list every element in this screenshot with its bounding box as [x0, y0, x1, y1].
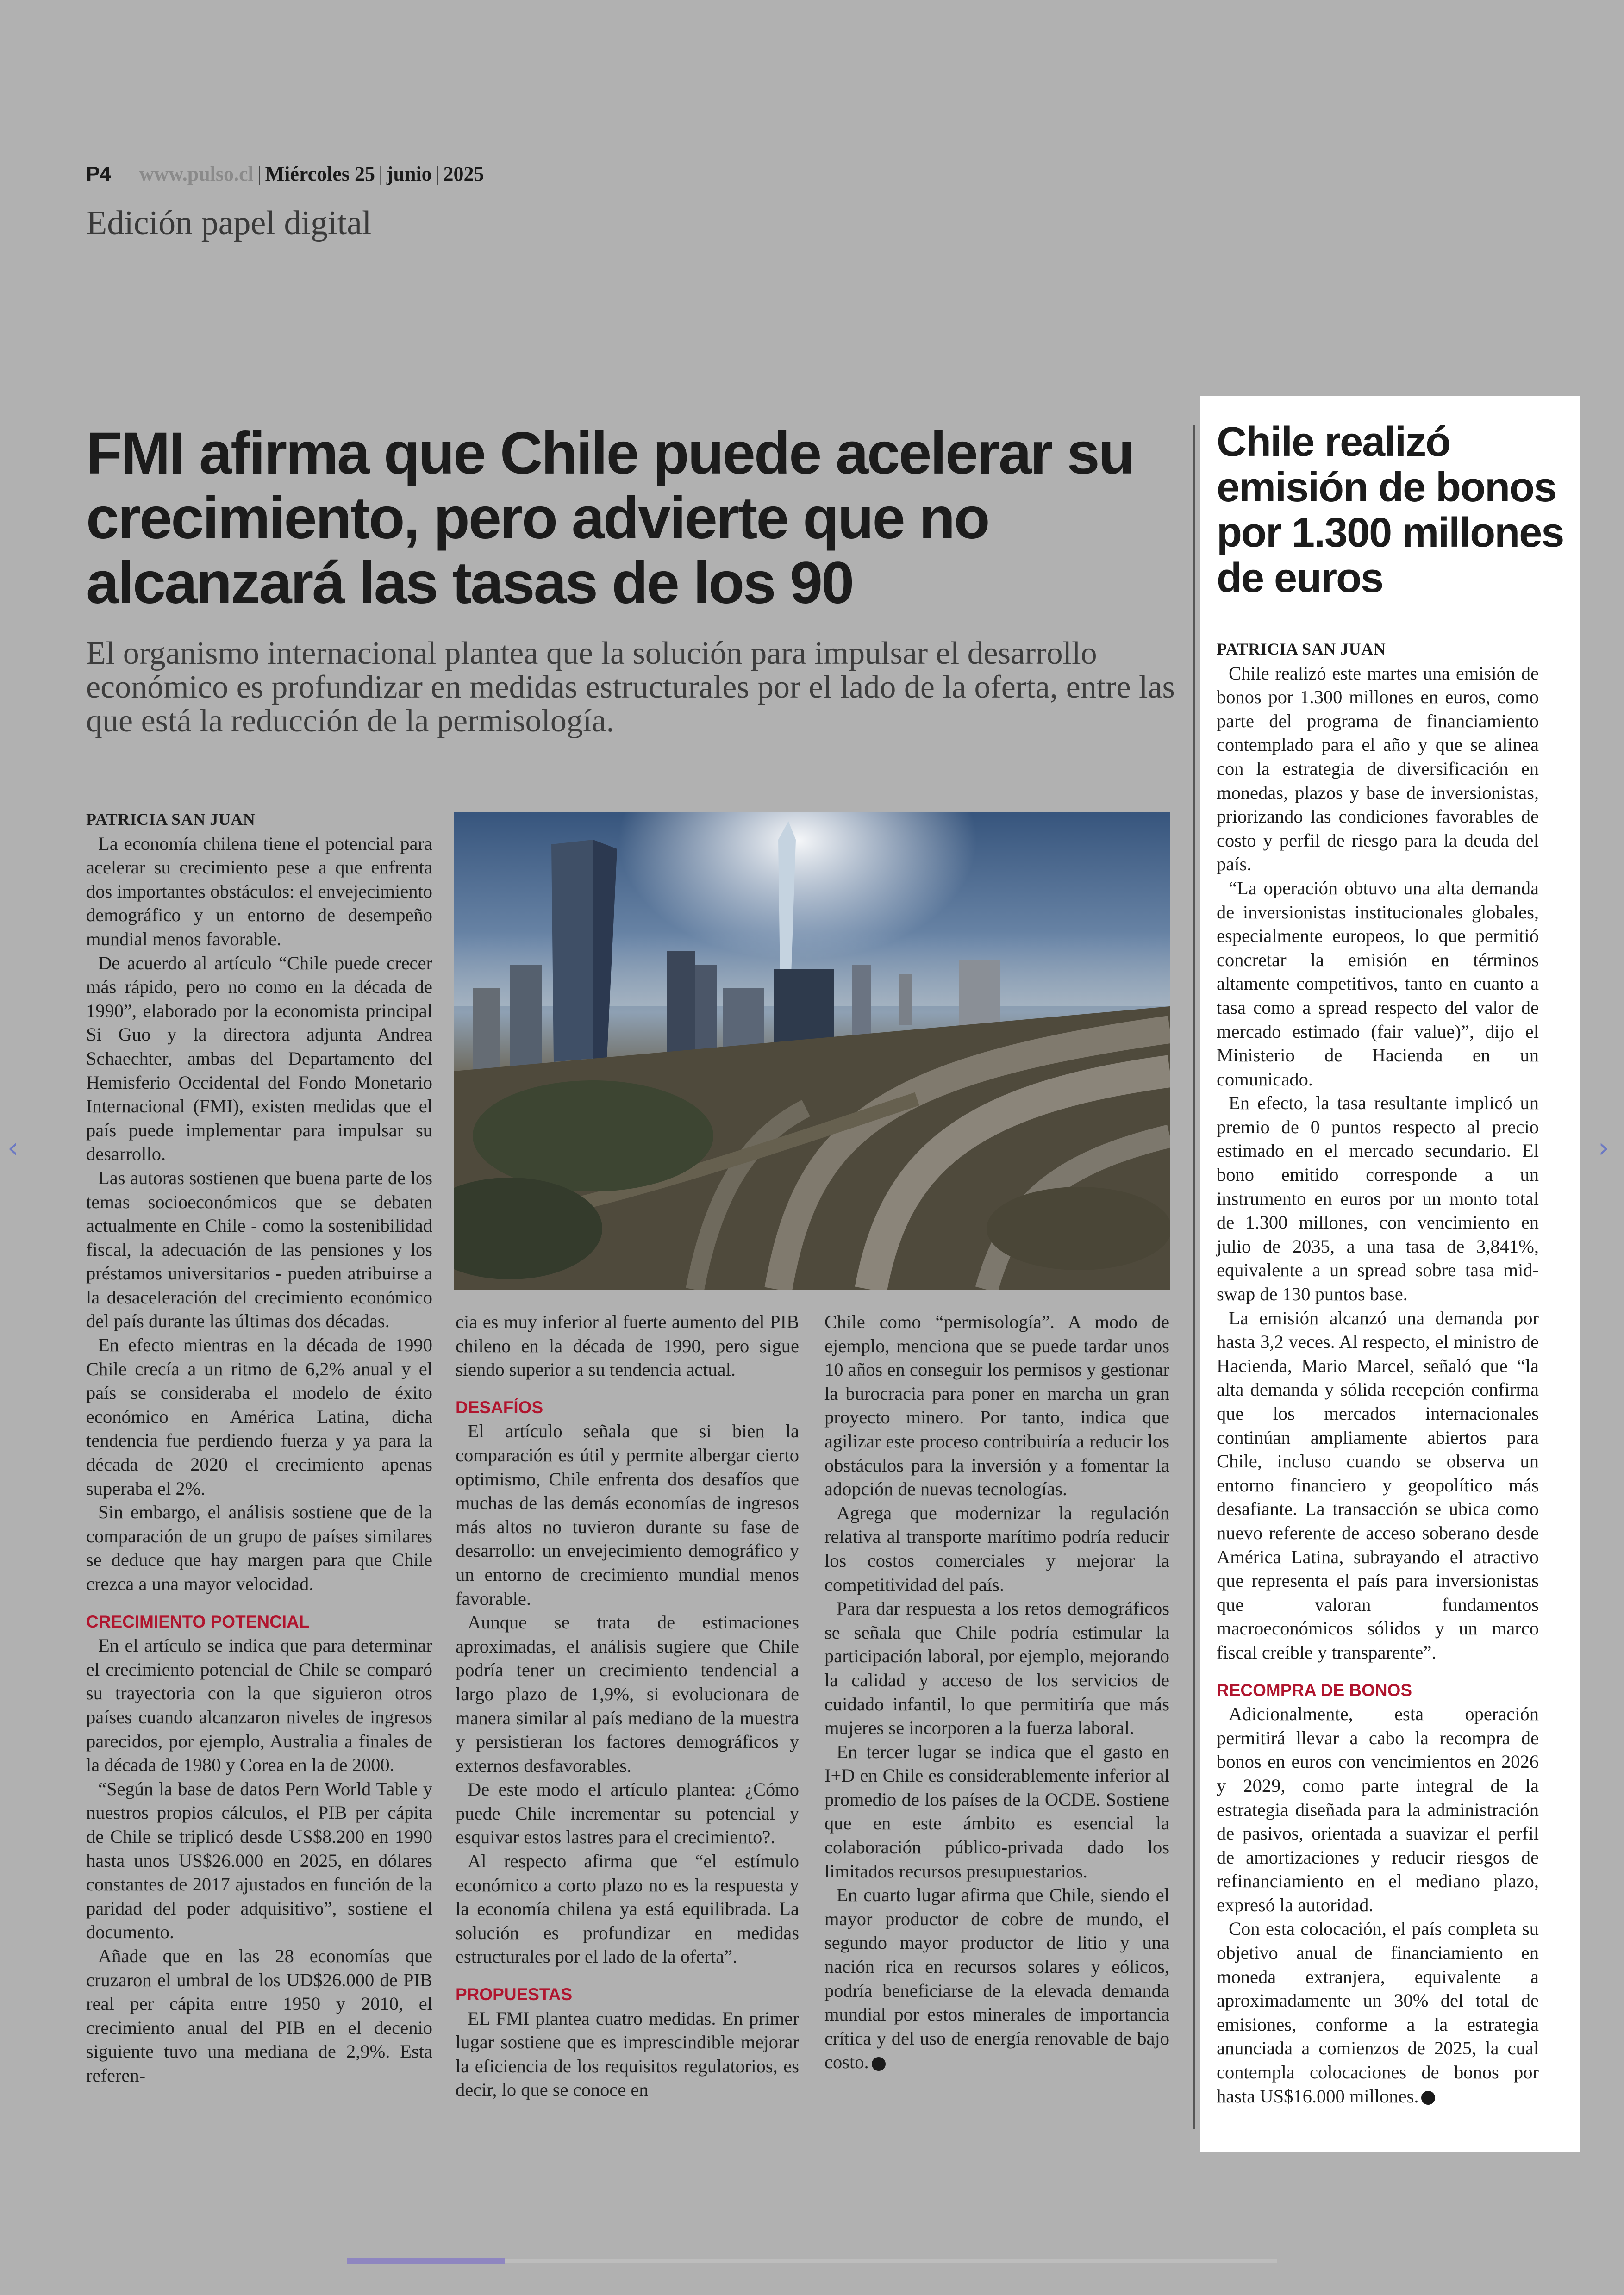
article-headline: FMI afirma que Chile puede acelerar su crecimiento, pero advierte que no alcanzará las tasas de los 90 [86, 420, 1133, 616]
paragraph: En tercer lugar se indica que el gasto en I+D en Chile es considerablemente inferior al promedio de los países de la OCDE. Sostiene que en este ámbito es esencial la colaboración público-privada dado los limitados recursos presupuestarios. [824, 1741, 1169, 1882]
paragraph: EL FMI plantea cuatro medidas. En primer lugar sostiene que es imprescindible mejorar la eficiencia de los requisitos regulatorios, es decir, lo que se conoce en [456, 2008, 799, 2101]
subheading: DESAFÍOS [456, 1397, 543, 1417]
sidebar-column [1217, 637, 1539, 2108]
article-column-2 [456, 1310, 799, 2102]
city-skyline-photo [454, 812, 1170, 1290]
paragraph: De este modo el artículo plantea: ¿Cómo puede Chile incrementar su potencial y esquivar estos lastres para el crecimiento?. [456, 1779, 799, 1848]
header-day: Miércoles 25 [265, 162, 375, 185]
paragraph: Al respecto afirma que “el estímulo económico a corto plazo no es la respuesta y la economía chilena ya está equilibrada. La solución es profundizar en medidas estructurales por el lado de la oferta”. [456, 1851, 799, 1967]
paragraph: “La operación obtuvo una alta demanda de inversionistas institucionales globales, especialmente europeos, lo que permitió concretar la emisión en términos altamente competitivos, tanto en cuanto a tasa como a spread respecto del valor de mercado estimado (fair value)”, dijo el Ministerio de Hacienda en un comunicado. [1217, 877, 1539, 1090]
edition-label: Edición papel digital [86, 204, 372, 242]
paragraph: Adicionalmente, esta operación permitirá llevar a cabo la recompra de bonos en euros con vencimientos en 2026 y 2029, como parte integral de la estrategia diseñada para la administración de pasivos, orientada a suavizar el perfil de amortizaciones y reducir riesgos de refinanciamiento en el mediano plazo, expresó la autoridad. [1217, 1703, 1539, 1915]
paragraph: Sin embargo, el análisis sostiene que de la comparación de un grupo de países similares se deduce que hay margen para que Chile crezca a una mayor velocidad. [86, 1502, 432, 1594]
page-number: P4 [86, 162, 111, 185]
article-column-1 [86, 808, 432, 2087]
paragraph: La economía chilena tiene el potencial para acelerar su crecimiento pese a que enfrenta dos importantes obstáculos: el envejecimiento demográfico y un entorno de desempeño mundial menos favorable. [86, 833, 432, 949]
chevron-right-icon[interactable]: › [1598, 1132, 1609, 1164]
subheading: PROPUESTAS [456, 1985, 573, 2004]
subheading: CRECIMIENTO POTENCIAL [86, 1612, 310, 1631]
paragraph: Con esta colocación, el país completa su objetivo anual de financiamiento en moneda extranjera, equivalente a aproximadamente un 30% del total de emisiones, conforme a la estrategia anunciada a comienzos de 2025, la cual contempla colocaciones de bonos por hasta US$16.000 millones. [1217, 1918, 1539, 2107]
sidebar-byline: PATRICIA SAN JUAN [1217, 640, 1386, 658]
paragraph: Aunque se trata de estimaciones aproximadas, el análisis sugiere que Chile podría tener un crecimiento tendencial a largo plazo de 1,9%, si evolucionara de manera similar al país mediano de la muestra y persistieran los factores demográficos y externos desfavorables. [456, 1612, 799, 1776]
header-year: 2025 [443, 162, 484, 185]
page-progress-fill [347, 2258, 505, 2264]
paragraph: De acuerdo al artículo “Chile puede crecer más rápido, pero no como en la década de 1990”, elaborado por la economista principal Si Guo y la directora adjunta Andrea Schaechter, ambas del Departamento del Hemisferio Occidental del Fondo Monetario Internacional (FMI), existen medidas que el país puede implementar para impulsar su desarrollo. [86, 952, 432, 1165]
paragraph: En el artículo se indica que para determinar el crecimiento potencial de Chile se comparó su trayectoria con la que siguieron otros países cuando alcanzaron niveles de ingresos parecidos, por ejemplo, Australia a finales de la década de 1980 y Corea en la de 2000. [86, 1635, 432, 1776]
paragraph: Chile realizó este martes una emisión de bonos por 1.300 millones en euros, como parte del programa de financiamiento contemplado para el año y que se alinea con la estrategia de diversificación en monedas, plazos y base de inversionistas, priorizando las condiciones favorables de costo y perfil de riesgo para la deuda del país. [1217, 662, 1539, 875]
paragraph: Agrega que modernizar la regulación relativa al transporte marítimo podría reducir los costos comerciales y mejorar la competitividad del país. [824, 1502, 1169, 1595]
paragraph: En efecto mientras en la década de 1990 Chile crecía a un ritmo de 6,2% anual y el país se consideraba el modelo de éxito económico en América Latina, dicha tendencia fue perdiendo fuerza y ya para la década de 2020 el crecimiento apenas superaba el 2%. [86, 1335, 432, 1499]
end-of-article-icon [1421, 2091, 1435, 2105]
paragraph: Las autoras sostienen que buena parte de los temas socioeconómicos que se debaten actualmente en Chile - como la sostenibilidad fiscal, la adecuación de las pensiones y los préstamos universitarios - pueden atribuirse a la desaceleración del crecimiento económico del país durante las últimas dos décadas. [86, 1167, 432, 1332]
paragraph: Para dar respuesta a los retos demográficos se señala que Chile podría estimular la participación laboral, por ejemplo, mejorando la calidad y acceso de los servicios de cuidado infantil, lo que permitiría que más mujeres se incorporen a la fuerza laboral. [824, 1598, 1169, 1739]
end-of-article-icon [872, 2057, 886, 2071]
paragraph: Chile como “permisología”. A modo de ejemplo, menciona que se puede tardar unos 10 años en conseguir los permisos y gestionar la burocracia para poner en marcha un gran proyecto minero. Por tanto, indica que agilizar este proceso contribuiría a reducir los obstáculos para la inversión y a fomentar la adopción de nuevas tecnologías. [824, 1311, 1169, 1500]
paragraph: Añade que en las 28 economías que cruzaron el umbral de los UD$26.000 de PIB real per cápita entre 1950 y 2010, el crecimiento anual del PIB en el decenio siguiente tuvo una mediana de 2,9%. Esta referen- [86, 1945, 432, 2086]
paragraph: En efecto, la tasa resultante implicó un premio de 0 puntos respecto al precio estimado en el mercado secundario. El bono emitido corresponde a un instrumento en euros por un monto total de 1.300 millones, con vencimiento en julio de 2035, a una tasa de 3,841%, equivalente a un spread sobre tasa mid-swap de 130 puntos base. [1217, 1092, 1539, 1305]
paragraph: En cuarto lugar afirma que Chile, siendo el mayor productor de cobre de mundo, el segundo mayor productor de litio y una nación rica en recursos solares y eólicos, podría beneficiarse de la elevada demanda mundial por estos minerales de importancia crítica y del uso de energía renovable de bajo costo. [824, 1884, 1169, 2073]
paragraph: cia es muy inferior al fuerte aumento del PIB chileno en la década de 1990, pero sigue siendo superior a su tendencia actual. [456, 1311, 799, 1380]
paragraph: “Según la base de datos Pern World Table y nuestros propios cálculos, el PIB per cápita de Chile se triplicó desde US$8.200 en 1990 hasta unos US$26.000 en 2025, en dólares constantes de 2017 ajustados en función de la paridad del poder adquisitivo”, sostiene el documento. [86, 1778, 432, 1943]
page-header: P4 www.pulso.cl | Miércoles 25 | junio | 2025 [86, 162, 484, 185]
article-byline: PATRICIA SAN JUAN [86, 810, 256, 829]
subheading: RECOMPRA DE BONOS [1217, 1680, 1412, 1700]
article-photo [454, 812, 1170, 1290]
chevron-left-icon[interactable]: ‹ [7, 1132, 19, 1164]
site-url[interactable]: www.pulso.cl [139, 162, 254, 185]
sidebar-headline: Chile realizó emisión de bonos por 1.300 millones de euros [1217, 419, 1564, 601]
article-deck: El organismo internacional plantea que la solución para impulsar el desarrollo económico es profundizar en medidas estructurales por el lado de la oferta, entre las que está la reducción de la permisología. [86, 636, 1175, 739]
paragraph: La emisión alcanzó una demanda por hasta 3,2 veces. Al respecto, el ministro de Hacienda, Mario Marcel, señaló que “la alta demanda y sólida recepción confirma que los mercados internacionales continúan ampliamente abiertos para Chile, incluso cuando se observa un entorno financiero y geopolítico más desafiante. La transacción se ubica como nuevo referente de acceso soberano desde América Latina, subrayando el atractivo que representa el país para inversionistas que valoran fundamentos macroeconómicos sólidos y un marco fiscal creíble y transparente”. [1217, 1307, 1539, 1663]
article-column-3 [824, 1310, 1169, 2074]
column-divider [1193, 425, 1195, 2129]
paragraph: El artículo señala que si bien la comparación es útil y permite albergar cierto optimismo, Chile enfrenta dos desafíos que muchas de las demás economías de ingresos más altos no tuvieron durante su fase de desarrollo: un envejecimiento demográfico y un entorno de crecimiento mundial menos favorable. [456, 1421, 799, 1609]
header-month: junio [386, 162, 432, 185]
